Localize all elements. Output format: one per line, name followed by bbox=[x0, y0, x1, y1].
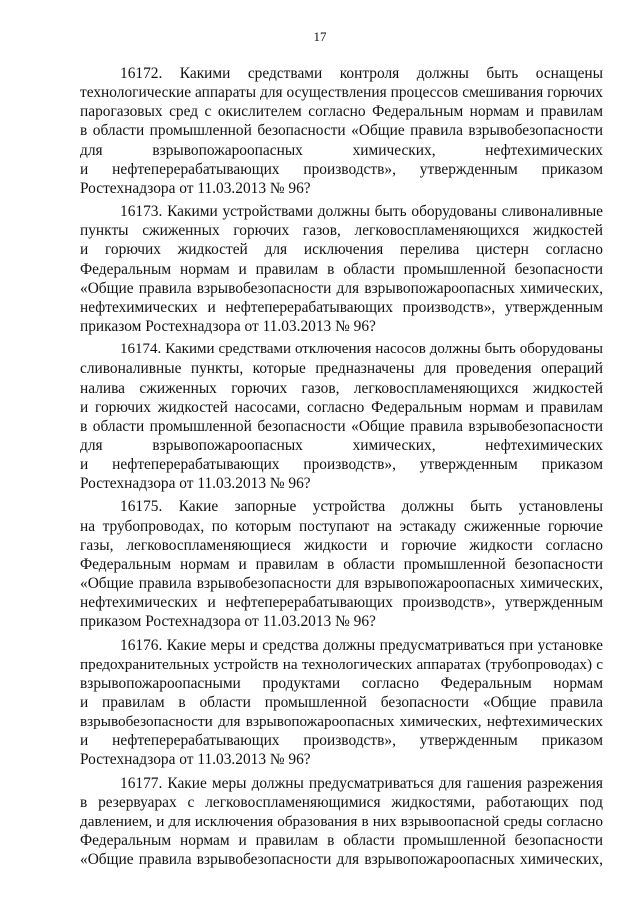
text-line: 16172. Какими средствами контроля должны быть оснащены bbox=[120, 65, 603, 82]
text-line: сливоналивные пункты, которые предназначены для проведения операций bbox=[80, 360, 603, 378]
text-line: 16173. Какими устройствами должны быть оборудованы сливоналивные bbox=[120, 203, 603, 221]
question-16173 bbox=[80, 202, 603, 336]
text-line: взрывобезопасности для взрывопожароопасных химических, нефтехимических bbox=[80, 713, 603, 731]
text-line: и горючих жидкостей для исключения перелива цистерн согласно bbox=[80, 241, 603, 259]
text-line: 16176. Какие меры и средства должны предусматриваться при установке bbox=[120, 636, 603, 654]
text-line: 16177. Какие меры должны предусматриваться для гашения разрежения bbox=[120, 774, 603, 792]
text-line: в резервуарах с легковоспламеняющимися жидкостями, работающих под bbox=[80, 793, 603, 811]
text-line: нефтехимических и нефтеперерабатывающих производств», утвержденным bbox=[80, 594, 603, 612]
text-line: для взрывопожароопасных химических, нефтехимических bbox=[80, 436, 603, 454]
text-line: приказом Ростехнадзора от 11.03.2013 № 96? bbox=[80, 318, 376, 336]
text-line: 16174. Какими средствами отключения насосов должны быть оборудованы bbox=[120, 341, 603, 358]
question-16177 bbox=[80, 774, 603, 870]
text-line: давлением, и для исключения образования в них взрывоопасной среды согласно bbox=[80, 812, 603, 830]
text-line: предохранительных устройств на технологических аппаратах (трубопроводах) с bbox=[80, 655, 603, 673]
text-line: Федеральным нормам и правилам в области промышленной безопасности bbox=[80, 832, 603, 850]
text-line: пункты сжиженных горючих газов, легковоспламеняющихся жидкостей bbox=[80, 222, 603, 240]
text-line: 16175. Какие запорные устройства должны быть установлены bbox=[120, 498, 603, 516]
question-16174 bbox=[80, 340, 603, 493]
text-line: парогазовых сред с окислителем согласно Федеральным нормам и правилам bbox=[80, 103, 603, 121]
text-line: и нефтеперерабатывающих производств», утвержденным приказом bbox=[80, 456, 603, 474]
text-line: в области промышленной безопасности «Общие правила взрывобезопасности bbox=[80, 417, 603, 435]
question-16176 bbox=[80, 636, 603, 770]
text-line: Ростехнадзора от 11.03.2013 № 96? bbox=[80, 179, 311, 197]
text-line: и правилам в области промышленной безопасности «Общие правила bbox=[80, 694, 603, 711]
question-16175 bbox=[80, 497, 603, 631]
text-line: взрывопожароопасными продуктами согласно Федеральным нормам bbox=[80, 674, 603, 692]
text-line: на трубопроводах, по которым поступают на эстакаду сжиженные горючие bbox=[80, 517, 603, 535]
text-line: Федеральным нормам и правилам в области промышленной безопасности bbox=[80, 260, 603, 278]
text-line: Ростехнадзора от 11.03.2013 № 96? bbox=[80, 751, 311, 769]
text-line: газы, легковоспламеняющиеся жидкости и горючие жидкости согласно bbox=[80, 536, 603, 554]
text-line: налива сжиженных горючих газов, легковоспламеняющихся жидкостей bbox=[80, 379, 603, 397]
text-line: «Общие правила взрывобезопасности для взрывопожароопасных химических, bbox=[80, 279, 603, 297]
text-line: «Общие правила взрывобезопасности для взрывопожароопасных химических, bbox=[80, 575, 603, 593]
page-number: 17 bbox=[313, 29, 327, 44]
text-line: и нефтеперерабатывающих производств», утвержденным приказом bbox=[80, 732, 603, 750]
question-16172 bbox=[80, 64, 603, 198]
text-line: Ростехнадзора от 11.03.2013 № 96? bbox=[80, 475, 311, 493]
text-line: и нефтеперерабатывающих производств», утвержденным приказом bbox=[80, 160, 603, 178]
text-line: Федеральным нормам и правилам в области промышленной безопасности bbox=[80, 555, 603, 573]
text-line: для взрывопожароопасных химических, нефтехимических bbox=[80, 141, 603, 159]
text-line: и горючих жидкостей насосами, согласно Федеральным нормам и правилам bbox=[80, 398, 603, 416]
text-line: технологические аппараты для осуществления процессов смешивания горючих bbox=[80, 84, 603, 102]
question-list bbox=[80, 64, 603, 873]
text-line: «Общие правила взрывобезопасности для взрывопожароопасных химических, bbox=[80, 851, 603, 869]
text-line: нефтехимических и нефтеперерабатывающих производств», утвержденным bbox=[80, 298, 603, 316]
text-line: приказом Ростехнадзора от 11.03.2013 № 96? bbox=[80, 613, 376, 631]
text-line: в области промышленной безопасности «Общие правила взрывобезопасности bbox=[80, 122, 603, 140]
